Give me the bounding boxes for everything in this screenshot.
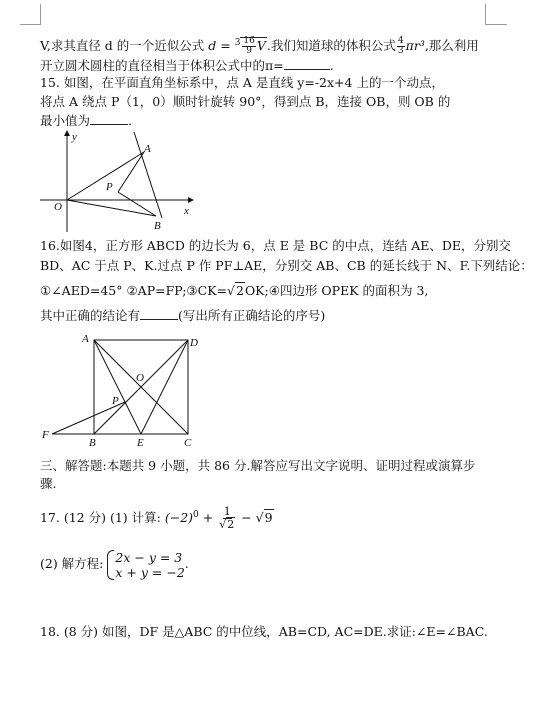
y-axis-arrow <box>64 130 70 136</box>
p17-part1-label: 17. (12 分) (1) 计算: <box>40 510 161 526</box>
p15-line-1 <box>40 75 444 91</box>
crop-mark-right-vertical <box>485 4 486 24</box>
p16-line-4 <box>40 307 325 324</box>
sqrt-symbol: √ <box>255 510 264 526</box>
answer-blank-p15 <box>90 112 128 125</box>
p15-line2-text: 将点 A 绕点 P（1，0）顺时针旋转 90°，得到点 B，连接 OB，则 OB 的 <box>40 94 451 109</box>
p14-line-1 <box>40 35 479 56</box>
p18-line1-text: 18. (8 分) 如图，DF 是△ABC 的中位线，AB=CD, AC=DE.求证:∠E=∠BAC. <box>40 624 488 639</box>
p17-part-1 <box>40 500 274 533</box>
p15-line1-text: 15. 如图，在平面直角坐标系中，点 A 是直线 y=-2x+4 上的一个动点， <box>40 75 444 90</box>
answer-blank-p16 <box>140 307 178 320</box>
frac-denominator: √2 <box>219 518 235 532</box>
label-F: F <box>42 429 49 441</box>
p14-text-b: .我们知道球的体积公式 <box>266 38 396 54</box>
p17-part2-label: (2) 解方程: <box>40 556 104 571</box>
label-y: y <box>72 131 77 143</box>
equals-sign: = <box>216 38 235 54</box>
p15-line-3 <box>40 112 132 129</box>
p17-exponent: 0 <box>193 510 199 520</box>
p15-line-2 <box>40 94 450 110</box>
sqrt-symbol: √ <box>227 283 235 298</box>
label-O: O <box>54 201 62 213</box>
sqrt-radicand: 2 <box>235 283 244 298</box>
crop-mark-left-horizontal <box>20 24 41 25</box>
frac-numerator: 1 <box>223 505 231 519</box>
p16-line-2 <box>40 258 533 274</box>
equation-2: x + y = −2 <box>115 564 185 580</box>
system-brace <box>107 550 114 580</box>
p15-line3-text: 最小值为 <box>40 113 91 128</box>
label-O: O <box>136 372 144 384</box>
label-x: x <box>184 205 189 217</box>
fraction-4-3 <box>397 37 405 56</box>
label-B: B <box>89 437 96 448</box>
label-B: B <box>154 220 161 232</box>
label-P: P <box>106 181 113 193</box>
label-P: P <box>112 395 119 407</box>
fraction-16-9 <box>242 37 255 56</box>
equation-1: 2x − y = 3 <box>115 549 183 565</box>
label-E: E <box>137 437 144 448</box>
frac-numerator: 16 <box>243 36 255 47</box>
section3-line1-text: 三、解答题:本题共 9 小题，共 86 分.解答应写出文字说明、证明过程或演算步 <box>40 458 476 473</box>
d-variable: d <box>208 38 217 54</box>
p16-square-figure <box>38 330 208 448</box>
vol-denominator: 3 <box>397 46 404 57</box>
section3-line-2 <box>40 476 56 492</box>
p16-line-1 <box>40 238 511 254</box>
p16-line3-text-a: ①∠AED=45° ②AP=FP;③CK= <box>40 283 228 298</box>
label-A: A <box>144 143 151 155</box>
fraction-1-over-sqrt2 <box>218 506 236 531</box>
p14-line-2 <box>40 57 334 74</box>
p15-coordinate-figure <box>38 128 198 234</box>
root-index: 3 <box>234 38 241 48</box>
p14-text-c: ,那么利用 <box>424 38 479 54</box>
p18-line-1 <box>40 624 488 640</box>
segment-DE <box>141 340 188 434</box>
segment-PA <box>118 152 144 192</box>
p16-line4-text-b: (写出所有正确结论的序号) <box>178 308 326 323</box>
p17-neg2-term: (−2) <box>164 510 194 526</box>
p17-minus: − <box>237 510 256 526</box>
p17-plus: + <box>198 510 218 526</box>
label-C: C <box>184 437 192 448</box>
p14-line2-text: 开立圆术圆柱的直径相当于体积公式中的π= <box>40 58 284 73</box>
segment-AE <box>94 340 141 434</box>
p16-line4-text-a: 其中正确的结论有 <box>40 308 141 323</box>
crop-mark-left-vertical <box>40 4 41 24</box>
x-axis-arrow <box>188 197 194 203</box>
volume-expression: πr³ <box>405 38 425 54</box>
sqrt-9-radicand: 9 <box>264 510 273 526</box>
p14-text-a: V,求其直径 d 的一个近似公式 <box>40 38 205 54</box>
p16-line2-text: BD、AC 于点 P、K.过点 P 作 PF⊥AE，分别交 AB、CB 的延长线于 N、F.下列结论： <box>40 258 533 273</box>
section3-line2-text: 骤. <box>40 476 57 491</box>
p15-line3-end: . <box>128 113 132 128</box>
frac-den-radicand: 2 <box>227 518 235 532</box>
V-variable: V <box>256 38 266 54</box>
crop-mark-right-horizontal <box>485 24 507 25</box>
label-D: D <box>190 337 198 349</box>
equation-system <box>107 550 184 580</box>
frac-denominator: 9 <box>246 46 253 57</box>
cube-root-expression <box>240 36 266 57</box>
p17-end-period: . <box>184 556 189 571</box>
p14-line2-end: . <box>329 58 334 73</box>
p17-part-2 <box>40 547 189 581</box>
p16-line-3 <box>40 283 428 299</box>
answer-blank-p14 <box>284 57 330 70</box>
vol-numerator: 4 <box>397 36 404 47</box>
section3-line-1 <box>40 458 475 474</box>
label-A: A <box>82 333 89 345</box>
p16-line3-text-b: OK;④四边形 OPEK 的面积为 3, <box>244 283 429 298</box>
p16-line1-text: 16.如图4，正方形 ABCD 的边长为 6，点 E 是 BC 的中点，连结 AE、DE，分别交 <box>40 238 512 253</box>
